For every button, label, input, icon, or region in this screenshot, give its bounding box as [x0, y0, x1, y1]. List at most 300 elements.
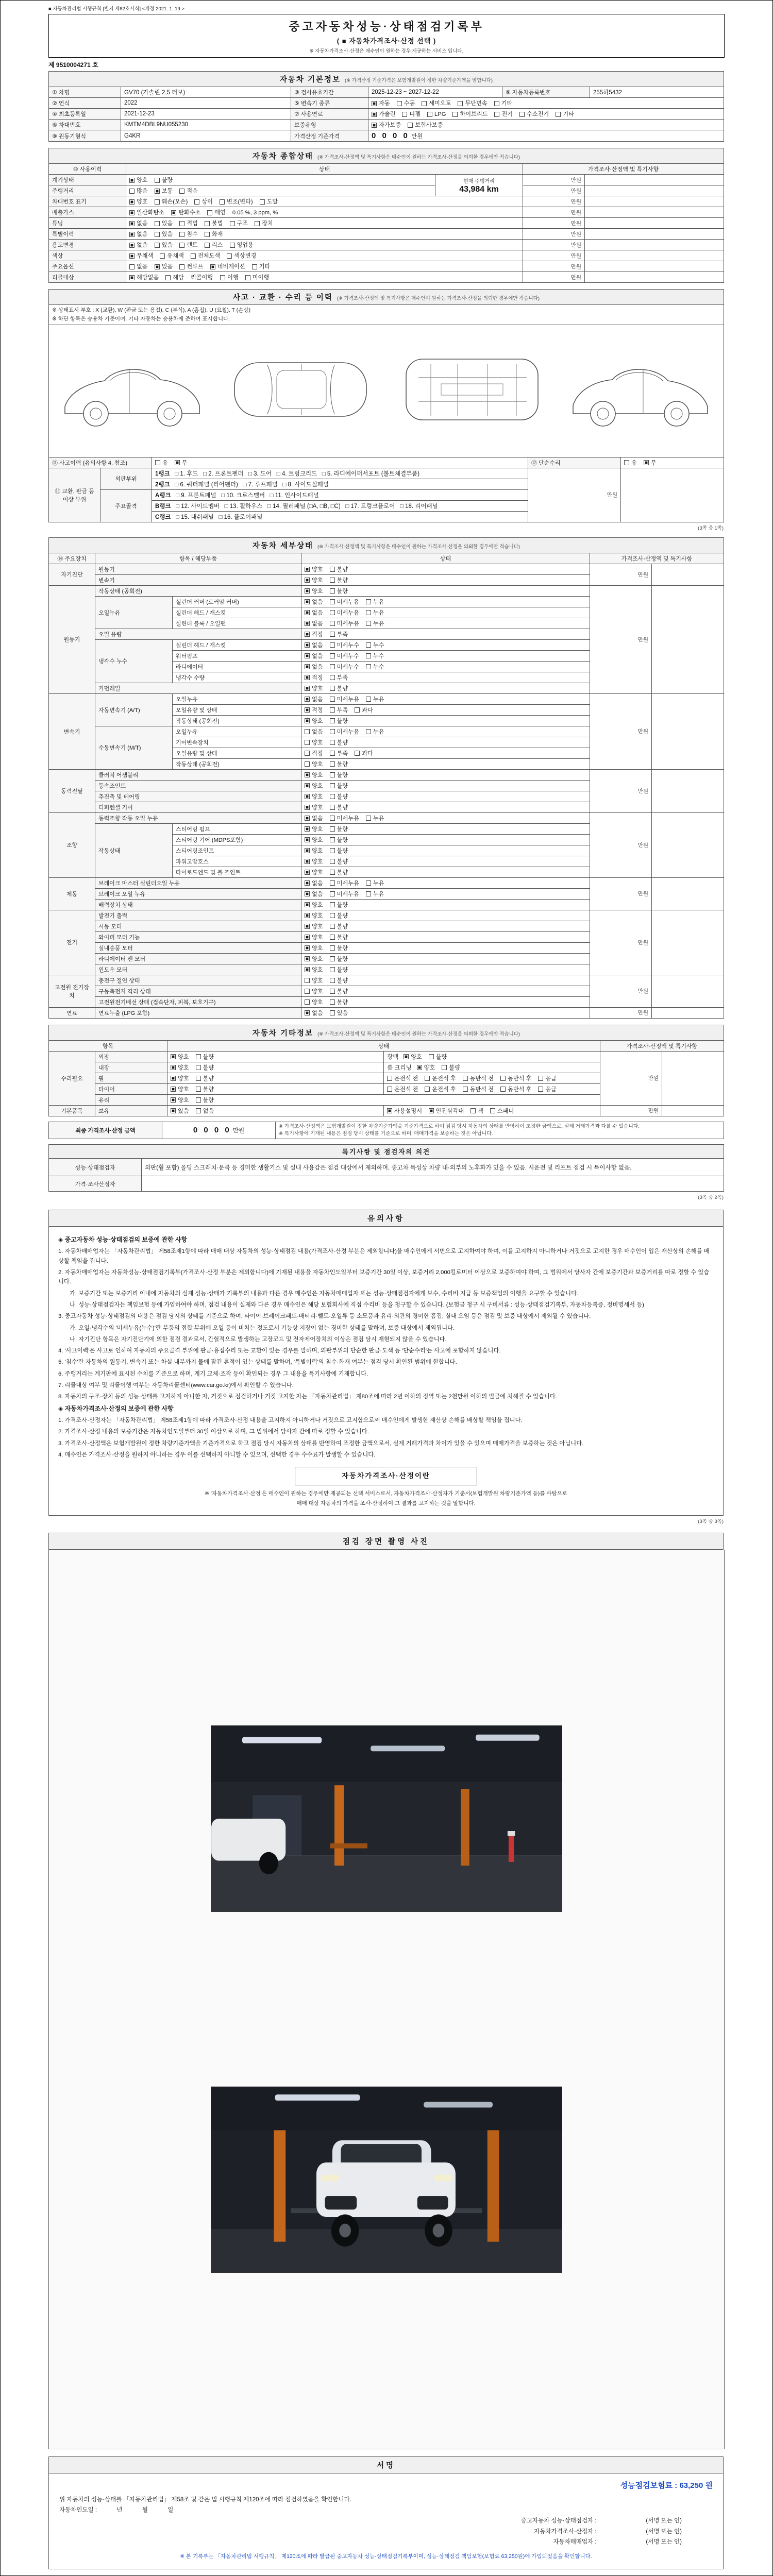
- option: [366, 879, 384, 887]
- checkbox-unchecked: [165, 275, 171, 280]
- option: [155, 459, 168, 467]
- option-label: 양호: [312, 945, 323, 952]
- checkbox-unchecked: [330, 751, 335, 756]
- option: [129, 251, 153, 260]
- checkbox-unchecked: [179, 243, 184, 248]
- remark-cell: [652, 564, 724, 585]
- remark-cell: [585, 218, 724, 229]
- checkbox-unchecked: [330, 686, 335, 691]
- signature-title: 서명: [48, 2456, 724, 2473]
- option: [129, 230, 148, 238]
- checkbox-unchecked: [387, 1087, 392, 1092]
- state-cell: [301, 683, 590, 693]
- checkbox-checked: [305, 1010, 310, 1015]
- option-label: 적법: [187, 221, 198, 227]
- checkbox-unchecked: [442, 1065, 447, 1070]
- checkbox-checked: [171, 1076, 176, 1081]
- notice-paragraph: 5. '침수'란 자동차의 원동기, 변속기 또는 차실 내부까지 물에 잠긴 흔적이 있는 상태를 말하며, '특별이력'의 침수·화재 여부는 점검 당시 확인된 범위에 한합니다.: [58, 1359, 457, 1366]
- option: [305, 868, 323, 876]
- basic-row-5: [49, 130, 724, 142]
- checkbox-unchecked: [330, 599, 335, 604]
- basic-items-price-cell: 만원: [600, 1105, 662, 1116]
- state-cell: [126, 250, 523, 261]
- price-remark-header: 가격조사·산정액 및 특기사항: [523, 164, 724, 175]
- interior-label: 내장: [95, 1062, 167, 1073]
- option: [330, 717, 348, 725]
- checkbox-checked: [175, 460, 180, 465]
- transmission-options: [368, 98, 724, 109]
- item-label: 구동축전지 격리 상태: [95, 986, 301, 996]
- option: [556, 110, 574, 118]
- base-price-digits: 0 0 0 0: [372, 131, 410, 140]
- workshop-photo-2: [211, 2087, 562, 2273]
- other-row-basic-items: [49, 1105, 724, 1116]
- option: [305, 857, 323, 866]
- option: [196, 1063, 214, 1072]
- option: [196, 1107, 214, 1115]
- item-label: 브레이크 마스터 실린더오일 누유: [95, 877, 301, 888]
- option-label: 불량: [449, 1064, 460, 1071]
- base-price-value: [368, 130, 724, 142]
- checkbox-checked: [305, 642, 310, 648]
- notice-paragraph: 2. 자동차매매업자는 자동차성능·상태점검기록부(가격조사·산정 부분은 제외합니다)에 기재된 내용을 자동차인도일부터 보증기간 30일 이상, 보증거리 2,000킬로미터 이상으로 보증하여야 하며, 그 범위에서 당사자 간에 보증기간과 보증거리를 따로 정할 수 있습니다.: [58, 1269, 710, 1285]
- option-label: 없음: [137, 264, 148, 270]
- device-group-label: 자기진단: [49, 564, 95, 585]
- overall-row: [49, 175, 724, 185]
- option: [330, 836, 348, 844]
- option: [330, 663, 359, 671]
- option: [425, 1085, 456, 1093]
- option-label: 누유: [373, 728, 384, 735]
- checkbox-unchecked: [458, 101, 463, 106]
- checkbox-checked: [129, 243, 135, 248]
- other-item-header: 항목: [49, 1040, 167, 1051]
- option: [129, 219, 148, 227]
- option: [330, 684, 348, 692]
- opinion-title: 특기사항 및 점검자의 의견: [342, 1148, 431, 1156]
- option: [330, 825, 348, 833]
- item-label: 자동변속기 (A/T): [95, 693, 173, 726]
- option-label: 불량: [337, 577, 348, 584]
- basic-row-2: [49, 98, 724, 109]
- checkbox-unchecked: [538, 1076, 543, 1081]
- option-label: 양호: [312, 685, 323, 692]
- final-price-row: [49, 1122, 724, 1139]
- option-label: 양호: [312, 912, 323, 919]
- rankB-parts: □ 12. 사이드멤버 □ 13. 휠하우스 □ 14. 필러패널 (□A, □B, □C) □ 17. 트렁크플로어 □ 18. 리어패널: [176, 503, 438, 510]
- option: [355, 749, 373, 757]
- option: [538, 1074, 557, 1082]
- checkbox-checked: [305, 837, 310, 842]
- exterior-options: [167, 1051, 384, 1062]
- remark-cell: [585, 175, 724, 185]
- state-cell: [301, 812, 590, 823]
- car-top-view-diagram: [223, 334, 378, 448]
- opinion-row-inspector: [49, 1159, 724, 1176]
- checkbox-checked: [129, 232, 135, 237]
- checkbox-unchecked: [305, 761, 310, 767]
- option-label: 불량: [337, 869, 348, 876]
- state-cell: [301, 996, 590, 1007]
- item-label: 추진축 및 베어링: [95, 791, 301, 802]
- state-cell: [301, 650, 590, 661]
- option-label: 침수: [187, 231, 198, 238]
- option: [245, 273, 269, 281]
- option-label: 있음: [161, 242, 173, 248]
- checkbox-checked: [372, 123, 377, 128]
- main-frame-label: 주요골격: [100, 489, 152, 522]
- checkbox-checked: [305, 621, 310, 626]
- option: [305, 944, 323, 952]
- basic-row-3: [49, 109, 724, 120]
- option-label: 양호: [312, 772, 323, 778]
- option: [305, 825, 323, 833]
- state-text: 0.05 %, 3 ppm, %: [232, 210, 278, 216]
- checkbox-unchecked: [330, 956, 335, 961]
- checkbox-checked: [305, 697, 310, 702]
- exterior-label: 외장: [95, 1051, 167, 1062]
- notice-paragraph: 나. 성능·상태점검자는 책임보험 등에 가입하여야 하며, 점검 내용이 실제와 다른 경우 매수인은 해당 보험회사에 직접 수리비 등을 청구할 수 있습니다. (보험금 청구 시 구비서류 : 성능·상태점검기록부, 자동차등록증, 정비명세서 등): [70, 1301, 644, 1308]
- option: [490, 1107, 514, 1115]
- state-cell: [301, 910, 590, 921]
- option-label: 불량: [337, 945, 348, 952]
- rankC-parts: □ 15. 대쉬패널 □ 16. 플로어패널: [176, 514, 263, 520]
- checkbox-unchecked: [129, 264, 135, 269]
- usage-history-header: ⑩ 사용이력: [49, 164, 126, 175]
- checkbox-checked: [129, 178, 135, 183]
- accident-title: 사고 · 교환 · 수리 등 이력: [233, 294, 333, 302]
- overall-note: (※ 가격조사·산정액 및 특기사항은 매수인이 원하는 가격조사·산정을 의뢰한 경우에만 적습니다): [317, 155, 520, 160]
- checkbox-unchecked: [305, 740, 310, 745]
- option-label: 없음: [312, 620, 323, 627]
- final-price-note-2: ※ 특기사항에 기재된 내용은 점검 당시 상태를 기준으로 하며, 매매가격을 보증하는 것은 아닙니다.: [279, 1130, 493, 1137]
- checkbox-unchecked: [366, 891, 371, 896]
- checkbox-unchecked: [427, 112, 432, 117]
- state-cell: [301, 726, 590, 737]
- option: [255, 219, 273, 227]
- price-appraisal-definition-box: 자동차가격조사·산정이란: [295, 1467, 477, 1485]
- checkbox-checked: [305, 902, 310, 907]
- repair-needed-group-label: 수리필요: [49, 1051, 95, 1105]
- option: [230, 241, 254, 249]
- item-label: 냉각수 누수: [95, 639, 173, 683]
- possession-options: [167, 1105, 384, 1116]
- option: [230, 219, 248, 227]
- option-label: 영업용: [237, 242, 254, 248]
- option-label: 불량: [337, 793, 348, 800]
- item-label: 실내송풍 모터: [95, 942, 301, 953]
- state-cell: [301, 585, 590, 596]
- checkbox-unchecked: [330, 783, 335, 788]
- checkbox-unchecked: [330, 567, 335, 572]
- option: [129, 241, 148, 249]
- option-label: 해당: [173, 275, 184, 281]
- item-label: 발전기 출력: [95, 910, 301, 921]
- final-price-value-cell: [162, 1122, 276, 1139]
- option: [366, 641, 384, 649]
- checkbox-checked: [305, 859, 310, 864]
- tire-options: [167, 1083, 384, 1094]
- option-label: 불량: [337, 999, 348, 1006]
- option-label: 불량: [337, 858, 348, 865]
- option: [129, 176, 148, 184]
- option: [463, 1085, 494, 1093]
- checkbox-checked: [305, 816, 310, 821]
- overall-row: [49, 185, 724, 196]
- inspection-period-label: ③ 검사유효기간: [291, 87, 368, 98]
- repair-price-cell: 만원: [600, 1051, 662, 1105]
- final-price-notes: [276, 1122, 724, 1139]
- rankA-items: [152, 489, 528, 500]
- option-label: 자가보증: [379, 122, 401, 128]
- notice-paragraph: 1. 자동차매매업자는 「자동차관리법」 제58조제1항에 따라 매매 대상 자동차의 성능·상태점검 내용(가격조사·산정 부분은 제외합니다)을 매수인에게 서면으로 고지하여야 하며, 이를 고지하지 아니하거나 거짓으로 고지한 경우 매수인이 입은 재산상의 손해를 배상할 책임을 집니다.: [58, 1248, 710, 1264]
- photos-title: 점검 장면 촬영 사진: [48, 1533, 724, 1550]
- checkbox-unchecked: [205, 232, 210, 237]
- notices-section1-heading: ◈ 중고자동차 성능·상태점검의 보증에 관한 사항: [58, 1236, 188, 1243]
- item-label: 수동변속기 (M/T): [95, 726, 173, 769]
- option-label: 양호: [312, 793, 323, 800]
- option-label: 미세누유: [337, 880, 359, 887]
- checkbox-checked: [429, 1108, 434, 1113]
- option: [305, 619, 323, 628]
- checkbox-unchecked: [330, 859, 335, 864]
- checkbox-checked: [305, 588, 310, 594]
- item-label: 브레이크 오일 누유: [95, 888, 301, 899]
- item-label: 라디에이터 팬 모터: [95, 953, 301, 964]
- state-cell: [126, 207, 523, 218]
- option-label: 이행: [227, 275, 239, 281]
- option-label: 양호: [312, 804, 323, 811]
- final-price-note-1: ※ 가격조사·산정액은 보험개발원이 정한 차량기준가액을 기준가격으로 하여 점검 당시 자동차의 상태를 반영하여 조정한 금액으로, 실제 거래가격과 다를 수 있습니다.: [279, 1123, 640, 1129]
- vin-label: ⑥ 차대번호: [49, 120, 121, 130]
- opinion-title-cell: [49, 1145, 724, 1159]
- remark-cell: [585, 261, 724, 272]
- checkbox-checked: [644, 460, 649, 465]
- option-label: 응급: [545, 1086, 557, 1093]
- option: [305, 695, 323, 703]
- option-label: 양호: [312, 783, 323, 789]
- option-label: 동반석 후: [508, 1075, 532, 1082]
- item-label: 색상: [49, 250, 126, 261]
- checkbox-unchecked: [330, 718, 335, 723]
- option-label: 유: [631, 460, 637, 466]
- option: [305, 782, 323, 790]
- state-cell: [301, 629, 590, 639]
- state-cell: [301, 596, 590, 607]
- option: [330, 760, 348, 768]
- option-label: 상이: [201, 199, 213, 205]
- checkbox-unchecked: [330, 653, 335, 658]
- checkbox-unchecked: [330, 794, 335, 799]
- checkbox-unchecked: [470, 1108, 476, 1113]
- notice-paragraph: 가. 보증기간 또는 보증거리 이내에 자동차의 실제 성능·상태가 기록부의 내용과 다른 경우 매수인은 자동차매매업자 또는 성능·상태점검자에게 보수, 수리비 지급 등 보증책임의 이행을 요구할 수 있습니다.: [70, 1290, 579, 1297]
- other-header-row: [49, 1040, 724, 1051]
- notices-section2-heading: ◈ 자동차가격조사·산정의 보증에 관한 사항: [58, 1404, 174, 1412]
- option-label: 매연: [214, 210, 226, 216]
- option-label: 불량: [203, 1054, 214, 1060]
- option-label: 불량: [337, 761, 348, 768]
- checkbox-checked: [305, 783, 310, 788]
- device-group-label: 고전원 전기장치: [49, 975, 95, 1007]
- option-label: 누수: [373, 642, 384, 649]
- option: [330, 814, 359, 822]
- warranty-type-label: 보증유형: [291, 120, 368, 130]
- checkbox-unchecked: [330, 664, 335, 669]
- option-label: 양호: [178, 1064, 189, 1071]
- part-label: 실린더 커버 (로커암 커버): [173, 596, 301, 607]
- interior-options: [167, 1062, 384, 1073]
- checkbox-checked: [372, 101, 377, 106]
- option-label: 불량: [337, 912, 348, 919]
- state-cell: [301, 769, 590, 780]
- item-label: 윈도우 모터: [95, 964, 301, 975]
- basic-info-note: (※ 가격산정 기준가격은 보험개발원이 정한 차량기준가액을 말합니다): [345, 78, 493, 83]
- option-label: 썬루프: [187, 264, 204, 270]
- detail-row: [49, 812, 724, 823]
- state-cell: [301, 931, 590, 942]
- price-cell: 만원: [523, 185, 585, 196]
- price-cell: 만원: [590, 812, 652, 877]
- checkbox-checked: [305, 891, 310, 896]
- part-label: 스티어링 기어 (MDPS포함): [173, 834, 301, 845]
- item-label: 충전구 절연 상태: [95, 975, 301, 986]
- option: [305, 641, 323, 649]
- option-label: 미이행: [252, 275, 270, 281]
- item-label: 특별이력: [49, 229, 126, 240]
- option: [330, 706, 348, 714]
- checkbox-unchecked: [194, 199, 199, 205]
- option-label: 양호: [178, 1086, 189, 1093]
- checkbox-unchecked: [387, 1076, 392, 1081]
- overall-row: [49, 250, 724, 261]
- option: [330, 890, 359, 898]
- checkbox-unchecked: [366, 621, 371, 626]
- option: [330, 695, 359, 703]
- option-label: 적음: [187, 188, 198, 194]
- checkbox-unchecked: [179, 264, 184, 269]
- state-mark-legend: ※ 상태표시 부호 : X (교환), W (판금 또는 용접), C (부식), A (흠집), U (요철), T (손상): [52, 307, 250, 313]
- state-cell: [301, 877, 590, 888]
- item-label: 용도변경: [49, 240, 126, 250]
- part-label: 실린더 헤드 / 개스킷: [173, 639, 301, 650]
- checkbox-unchecked: [330, 837, 335, 842]
- option-label: 양호: [312, 934, 323, 941]
- option: [179, 187, 198, 195]
- checkbox-checked: [305, 664, 310, 669]
- item-label: 오일누유: [95, 596, 173, 629]
- option-label: 미세누유: [337, 696, 359, 703]
- rank2-items: [152, 479, 528, 489]
- option: [330, 868, 348, 876]
- simple-repair-label: ⑫ 단순수리: [528, 457, 621, 468]
- checkbox-unchecked: [205, 243, 210, 248]
- other-info-table: [48, 1025, 724, 1116]
- definition-line-1: ※ '자동차가격조사·산정'은 매수인이 원하는 경우에만 제공되는 선택 서비스로서, 자동차가격조사·산정자가 기준서(보험개발원 차량기준가액 등)를 바탕으로: [205, 1490, 567, 1497]
- checkbox-unchecked: [330, 740, 335, 745]
- price-cell: 만원: [590, 975, 652, 1007]
- part-label: 작동상태 (공회전): [173, 758, 301, 769]
- remark-cell: [652, 910, 724, 975]
- first-registration-label: ④ 최초등록일: [49, 109, 121, 120]
- state-cell: [126, 240, 523, 250]
- option-label: 불량: [337, 848, 348, 854]
- outer-panel-label: 외판부위: [100, 468, 152, 489]
- notice-paragraph: 3. 중고자동차 성능·상태점검의 내용은 점검 당시의 상태를 기준으로 하며, 타이어·브레이크패드·배터리·벨트·오일류 등 소모품과 유리·외관의 경미한 흠집, 실내 오염 등은 점검 및 보증 대상에서 제외될 수 있습니다.: [58, 1313, 591, 1320]
- option: [330, 782, 348, 790]
- option: [305, 987, 323, 995]
- option: [305, 652, 323, 660]
- option: [330, 608, 359, 617]
- engine-type-label: ⑧ 원동기형식: [49, 130, 121, 142]
- option-label: 누유: [373, 891, 384, 897]
- opinion-title-row: [49, 1145, 724, 1159]
- option-label: 양호: [312, 967, 323, 973]
- option: [205, 241, 223, 249]
- document-title: 중고자동차성능·상태점검기록부: [289, 20, 484, 33]
- room-cleaning-cell: [384, 1062, 600, 1073]
- checkbox-checked: [305, 805, 310, 810]
- vehicle-basis-legend: ※ 하단 항목은 승용차 기준이며, 기타 자동차는 승용차에 준하여 표시합니다.: [52, 315, 230, 322]
- option: [330, 901, 348, 909]
- detail-condition-table: [48, 537, 724, 1019]
- checkbox-checked: [305, 967, 310, 972]
- tire-label: 타이어: [95, 1083, 167, 1094]
- option: [387, 1107, 422, 1115]
- option-label: 없음: [312, 599, 323, 605]
- option-label: 유: [162, 460, 168, 466]
- option-label: 양호: [411, 1054, 422, 1060]
- wheel-position-options: [384, 1073, 600, 1083]
- option-label: 미세누수: [337, 642, 359, 649]
- item-label: 시동 모터: [95, 921, 301, 931]
- option-label: 불량: [203, 1075, 214, 1082]
- checkbox-unchecked: [452, 112, 458, 117]
- checkbox-checked: [305, 880, 310, 886]
- checkbox-unchecked: [366, 642, 371, 648]
- remark-cell: [585, 250, 724, 261]
- option-label: 훼손(오손): [161, 199, 188, 205]
- option-label: 미세누유: [337, 728, 359, 735]
- car-diagram-cell: [49, 325, 724, 457]
- option-label: 부족: [337, 750, 348, 757]
- page-mark-3: (3쪽 중 3쪽): [698, 1519, 724, 1525]
- part-label: 실린더 헤드 / 개스킷: [173, 607, 301, 618]
- item-label: 오일 유량: [95, 629, 301, 639]
- price-cell: 만원: [590, 769, 652, 812]
- polish-options: [404, 1054, 453, 1060]
- option-label: 있음: [178, 1108, 189, 1114]
- option: [538, 1085, 557, 1093]
- checkbox-unchecked: [330, 967, 335, 972]
- option: [494, 99, 513, 107]
- option-label: 불량: [337, 934, 348, 941]
- option-label: 안전삼각대: [436, 1108, 464, 1114]
- option: [252, 262, 271, 270]
- detail-note: (※ 가격조사·산정액 및 특기사항은 매수인이 원하는 가격조사·산정을 의뢰한 경우에만 적습니다): [317, 544, 520, 550]
- accident-title-row: [49, 290, 724, 305]
- option-label: 있음: [161, 264, 173, 270]
- detail-row: [49, 910, 724, 921]
- checkbox-unchecked: [330, 621, 335, 626]
- checkbox-unchecked: [196, 1097, 201, 1103]
- detail-price-header: 가격조사·산정액 및 특기사항: [590, 553, 724, 564]
- option: [397, 99, 415, 107]
- option: [366, 814, 384, 822]
- state-cell: [301, 748, 590, 758]
- basic-row-1: [49, 87, 724, 98]
- notice-paragraph: 7. 리콜대상 여부 및 리콜이행 여부는 자동차리콜센터(www.car.go.kr)에서 확인할 수 있습니다.: [58, 1382, 294, 1388]
- state-cell: [301, 607, 590, 618]
